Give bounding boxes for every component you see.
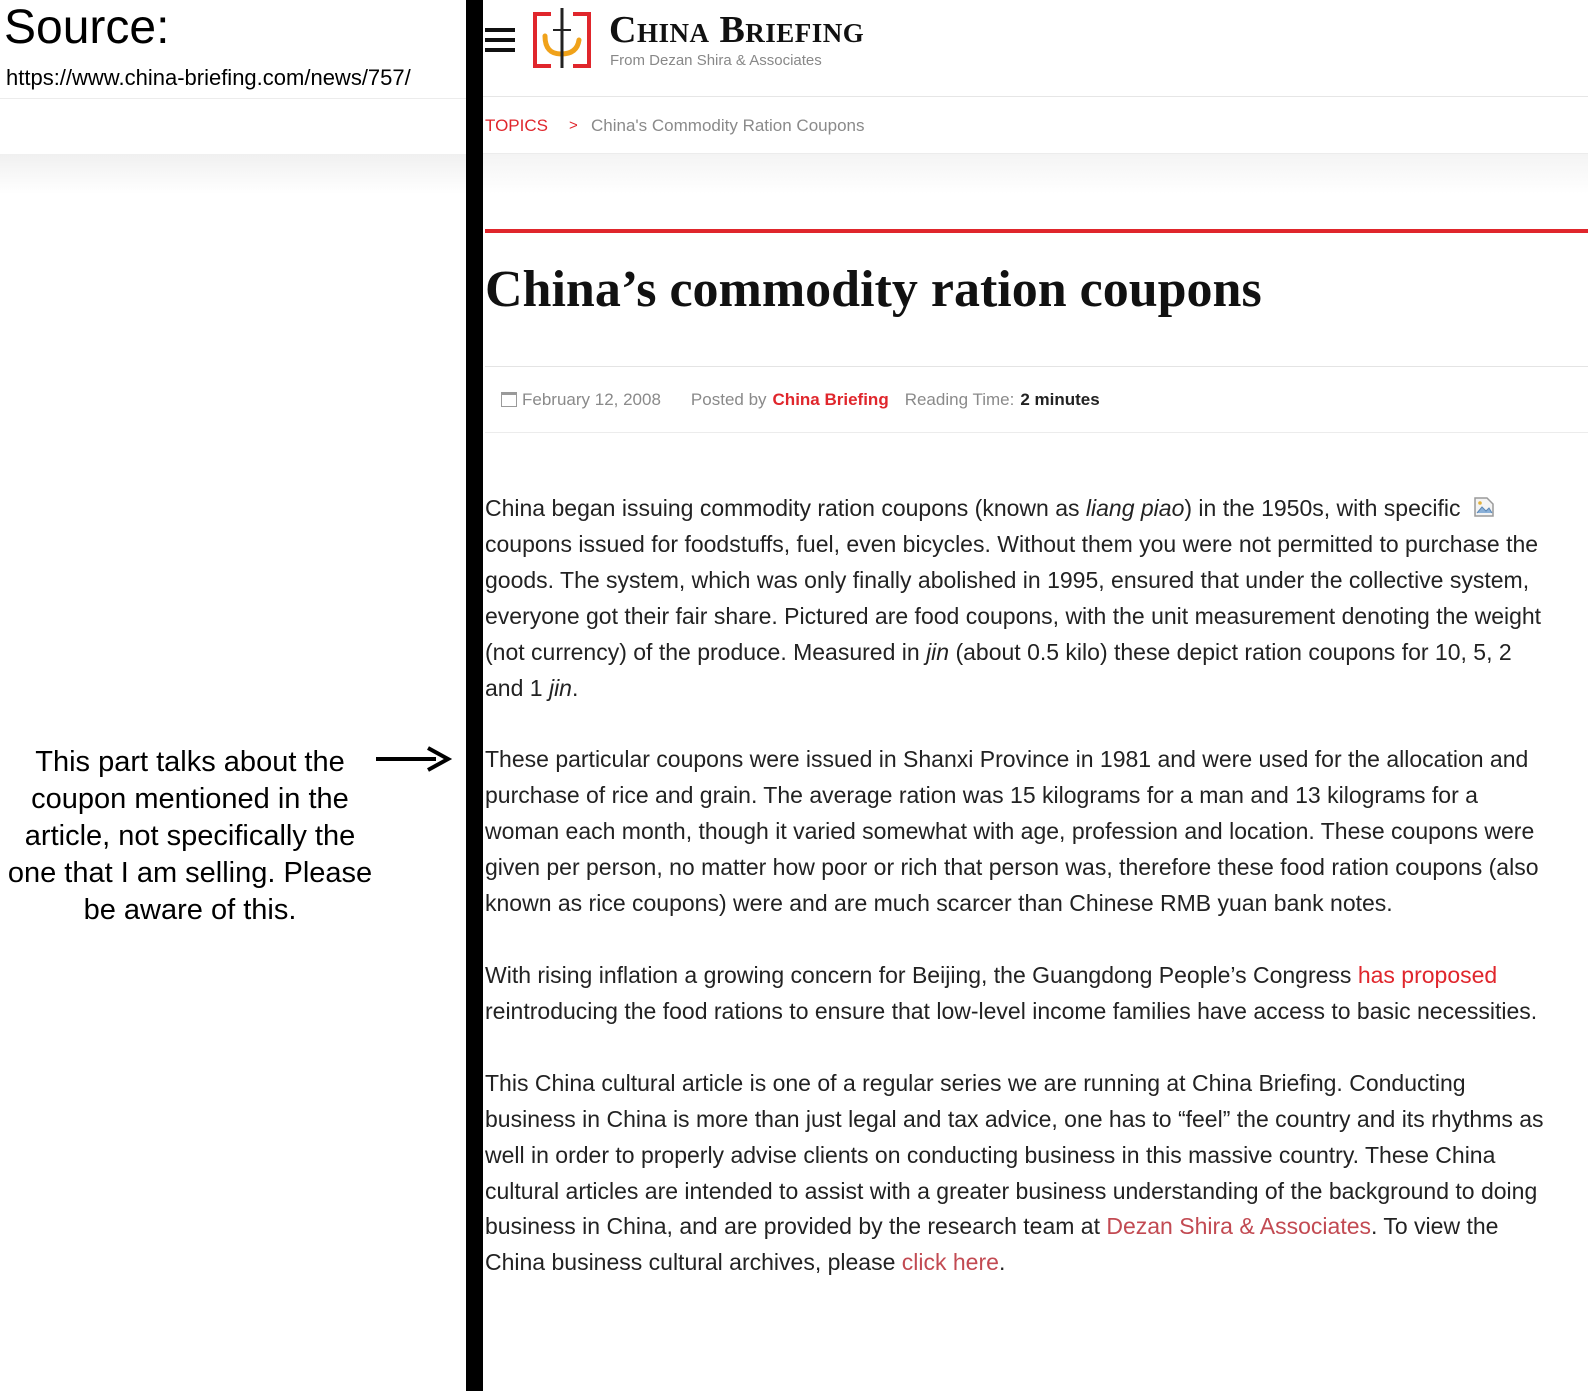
- article-paragraph-4: [485, 1066, 1545, 1281]
- article-paragraph-1: [485, 491, 1545, 706]
- p4-text-b: . To view the China business cultural archives, please: [485, 1213, 1499, 1276]
- p4-text-c: .: [998, 1249, 1006, 1276]
- article-body: [485, 491, 1545, 1317]
- p1-italic-jin-2: jin: [548, 674, 572, 701]
- p3-text-a: With rising inflation a growing concern for Beijing, the Guangdong People’s Congress: [485, 961, 1358, 988]
- divider-bar: [466, 0, 483, 1391]
- has-proposed-link[interactable]: has proposed: [1357, 961, 1498, 988]
- site-logo-title[interactable]: China Briefing: [609, 9, 865, 51]
- breadcrumb-topics-link[interactable]: TOPICS: [485, 116, 548, 135]
- website-screenshot: [483, 0, 1588, 1391]
- site-logo-subtitle: From Dezan Shira & Associates: [610, 52, 822, 69]
- left-band: [0, 98, 466, 154]
- left-band-shadow: [0, 154, 466, 194]
- breadcrumb: [483, 98, 1588, 154]
- page-title: China’s commodity ration coupons: [485, 261, 1262, 318]
- article-meta: [501, 386, 1100, 414]
- breadcrumb-shadow: [483, 154, 1588, 194]
- p1-text-c: ) in the 1950s, with specific: [1184, 495, 1467, 521]
- p1-text-a: China began issuing commodity ration coupons (known as: [485, 495, 1086, 521]
- p4-text-a: This China cultural article is one of a regular series we are running at China Briefing. Conducting business in China is more than just legal and tax advice, one has to “feel” the country and its rhythms as well in order to properly advise clients on conducting business in this massive country. These China cultural articles are intended to assist with a greater business understanding of the background to doing business in China, and are provided by the research team at: [485, 1069, 1544, 1240]
- dezan-shira-link[interactable]: Dezan Shira & Associates: [1106, 1213, 1371, 1240]
- p3-text-b: reintroducing the food rations to ensure that low-level income families have access to basic necessities.: [485, 997, 1538, 1024]
- source-url: https://www.china-briefing.com/news/757/: [6, 65, 411, 90]
- breadcrumb-separator: >: [569, 117, 578, 134]
- annotation-note: This part talks about the coupon mentioned in the article, not specifically the one that I am selling. Please be aware of this.: [7, 746, 373, 926]
- title-accent-rule: [485, 229, 1588, 233]
- hamburger-menu-icon[interactable]: [485, 28, 515, 54]
- site-header: [483, 0, 1588, 97]
- article-paragraph-3: [485, 958, 1545, 1030]
- broken-image-icon: [1473, 496, 1495, 518]
- article-paragraph-2: These particular coupons were issued in Shanxi Province in 1981 and were used for the allocation and purchase of rice and grain. The average ration was 15 kilograms for a man and 13 kilograms for a woman each month, though it varied somewhat with age, profession and location. These coupons were given per person, no matter how poor or rich that person was, therefore these food ration coupons (also known as rice coupons) were and are much scarcer than Chinese RMB yuan bank notes.: [485, 746, 1539, 917]
- china-briefing-logo-icon[interactable]: [531, 6, 593, 72]
- annotation-panel: [0, 0, 466, 1391]
- posted-by-label: Posted by: [690, 390, 767, 409]
- breadcrumb-current: China's Commodity Ration Coupons: [591, 116, 865, 135]
- calendar-icon: [501, 392, 517, 407]
- p1-text-f: (about 0.5 kilo) these depict ration coupons for 10, 5, 2 and 1: [485, 638, 1512, 701]
- article-date: February 12, 2008: [522, 390, 661, 409]
- p1-italic-liang-piao: liang piao: [1085, 495, 1185, 521]
- source-header: [0, 0, 466, 98]
- source-label: Source:: [4, 1, 170, 54]
- right-arrow-icon: [374, 744, 454, 774]
- click-here-link[interactable]: click here: [901, 1249, 999, 1276]
- p1-text-d: coupons issued for foodstuffs, fuel, even bicycles. Without them you were not permitted to purchase the goods. The system, which was only finally abolished in 1995, ensured that under the collective system, everyone got their fair share. Pictured are food coupons, with the unit measurement denoting the weight (not currency) of the produce. Measured in: [485, 530, 1542, 665]
- title-divider: [485, 366, 1588, 367]
- meta-divider: [485, 432, 1588, 433]
- reading-time-value: 2 minutes: [1020, 390, 1100, 409]
- p1-text-h: .: [571, 674, 579, 701]
- reading-time-label: Reading Time:: [904, 390, 1015, 409]
- author-link[interactable]: China Briefing: [772, 390, 889, 409]
- p1-italic-jin: jin: [926, 638, 950, 665]
